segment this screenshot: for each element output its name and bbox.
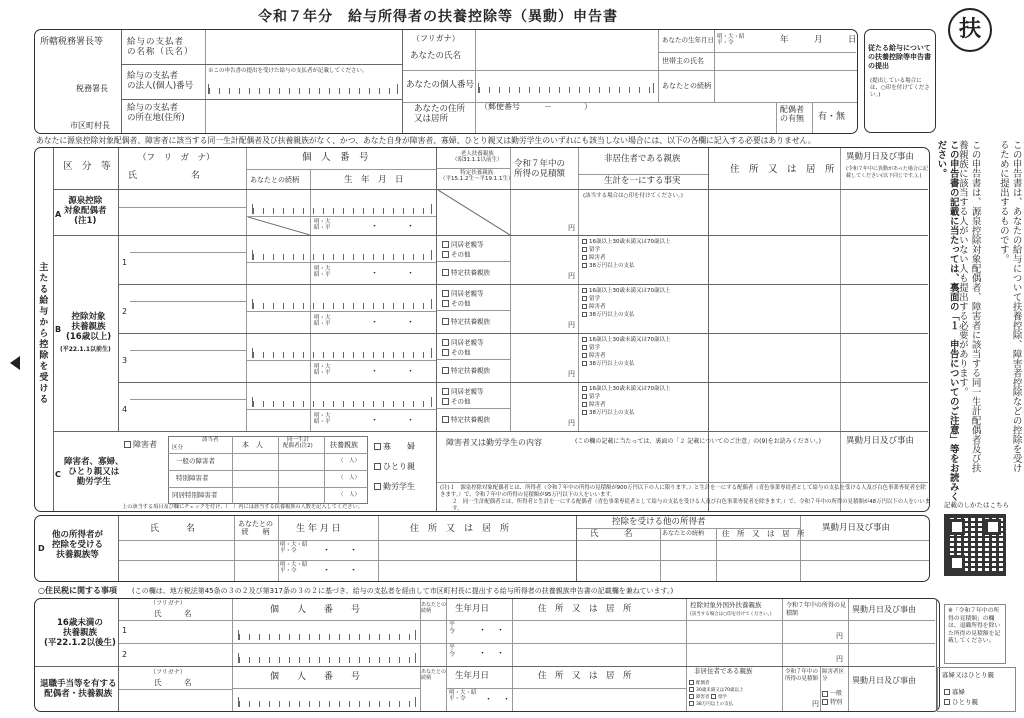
notice-text: あなたに源泉控除対象配偶者、障害者に該当する同一生計配偶者及び扶養親族がなく、かつ、あなた自身が障害者、寡婦、ひとり親又は勤労学生のいずれにも該当しない場合には、以下の各欄に記入する必要はありません。 bbox=[36, 136, 816, 145]
rt-dis-general-label: 一般 bbox=[830, 690, 843, 697]
rt-check-payment[interactable] bbox=[689, 701, 782, 708]
nonres-check-label: 16歳以上30歳未満又は70歳以上 bbox=[589, 337, 671, 343]
postal-code-label: （郵便番号 － ） bbox=[480, 102, 592, 111]
d-row1-era[interactable]: 明・大・昭 平・令 bbox=[280, 542, 308, 555]
r-col-foreign-note: (該当する場合は○印を付けてください。) bbox=[690, 612, 772, 617]
c-widow-label: 寡 婦 bbox=[383, 442, 415, 451]
col-change-note: (令和７年中に異動があった場合に記載してください(以下同じです。)。) bbox=[846, 166, 928, 179]
rt-check-payment-label: 38万円以上の支払 bbox=[696, 702, 734, 708]
relation-field[interactable] bbox=[716, 72, 856, 101]
checkbox[interactable] bbox=[442, 416, 449, 423]
dep-nonres-check-0[interactable] bbox=[582, 337, 671, 343]
spouse-number-field[interactable] bbox=[252, 204, 432, 214]
spouse-income-unit: 円 bbox=[568, 224, 575, 232]
dep-income-unit: 円 bbox=[568, 321, 575, 329]
checkbox[interactable] bbox=[582, 345, 587, 350]
rt-col-furigana: （フリガナ） bbox=[150, 669, 186, 676]
dep-relation-field[interactable] bbox=[248, 361, 310, 381]
rt-col-change: 異動月日及び事由 bbox=[852, 676, 916, 685]
dep-check-label: 特定扶養親族 bbox=[451, 317, 490, 326]
rt-col-address: 住 所 又 は 居 所 bbox=[538, 671, 632, 681]
col-nonresident-note: (該当する場合は○印を付けてください。) bbox=[583, 193, 683, 199]
c-student[interactable] bbox=[374, 482, 415, 491]
dep-nonres-check-2[interactable] bbox=[582, 255, 606, 261]
dep-check-1[interactable] bbox=[442, 251, 471, 259]
rt-col-name: 氏 名 bbox=[154, 678, 192, 687]
checkbox[interactable] bbox=[582, 361, 587, 366]
d-sub-name: 氏 名 bbox=[590, 529, 633, 539]
dep-check-label: 同居老親等 bbox=[451, 240, 484, 249]
c-single-parent[interactable] bbox=[374, 462, 415, 471]
r-col-number: 個 人 番 号 bbox=[270, 605, 361, 615]
col-furigana: （フ リ ガ ナ） bbox=[138, 153, 215, 163]
col-address: 住 所 又 は 居 所 bbox=[730, 164, 835, 175]
dep-check-label: 同居老親等 bbox=[451, 289, 484, 298]
dep-check-label: その他 bbox=[451, 348, 471, 357]
spouse-birth-era[interactable]: 明・大 昭・平 bbox=[314, 219, 331, 232]
r-row1-era[interactable]: 平 令 bbox=[449, 621, 456, 635]
nonres-check-label: 38万円以上の支払 bbox=[589, 410, 635, 416]
checkbox[interactable] bbox=[582, 402, 587, 407]
col-change: 異動月日及び事由 bbox=[846, 152, 915, 162]
c-note-2: ２ 同一生計配偶者とは、所得者と生計を一にする配偶者（青色事業専従者として給与の支払を受ける人及び白色事業専従者を除きます。）で、令和７年中の所得の見積額が48万円以下の人をいいます。 bbox=[452, 499, 930, 512]
r-col-income: 令和７年中の所得の見積額 bbox=[786, 602, 847, 617]
qr-caption: 記載のしかたはこちら bbox=[944, 501, 1009, 509]
dep-nonres-check-3[interactable] bbox=[582, 312, 635, 318]
c-head-kubun: 区分 bbox=[172, 445, 184, 451]
c-change-label: 異動月日及び事由 bbox=[846, 436, 915, 446]
d-col-birth: 生 年 月 日 bbox=[296, 524, 341, 534]
section-a-label: 源泉控除 対象配偶者 (注1) bbox=[64, 196, 107, 226]
dep-check-1[interactable] bbox=[442, 349, 471, 357]
dep-check-label: 特定扶養親族 bbox=[451, 415, 490, 424]
checkbox[interactable] bbox=[442, 251, 449, 258]
payer-number-note: ※この申告書の提出を受けた給与の支払者が記載してください。 bbox=[208, 68, 368, 74]
nonres-check-label: 留学 bbox=[589, 345, 601, 351]
rt-col-disabled: 障害者区分 bbox=[822, 669, 845, 683]
c-footer-note: 上の該当する項目及び欄にチェックを付け、（ ）内には該当する扶養親族の人数を記入してください。 bbox=[122, 504, 363, 510]
dep-birth-era[interactable]: 明・大 昭・平 bbox=[314, 315, 331, 328]
c-disabled-check[interactable] bbox=[124, 440, 157, 449]
dep-change-field[interactable] bbox=[842, 383, 928, 431]
r-row1-yen: 円 bbox=[836, 632, 843, 640]
dep-change-field[interactable] bbox=[842, 334, 928, 382]
dep-nonres-check-3[interactable] bbox=[582, 361, 635, 367]
side-note: 従たる給与についての扶養控除等申告書の提出 bbox=[868, 44, 931, 71]
d-sub-relation: あなたとの続柄 bbox=[662, 530, 705, 537]
section-vertical-label: 主たる給与から控除を受ける bbox=[37, 262, 48, 405]
dep-nonres-check-0[interactable] bbox=[582, 386, 671, 392]
checkbox[interactable] bbox=[582, 304, 587, 309]
rt-check-disabled[interactable] bbox=[689, 694, 782, 701]
rt-col-relation: あなたとの続柄 bbox=[421, 669, 447, 681]
dep-check-label: 特定扶養親族 bbox=[451, 366, 490, 375]
c-disabled-label: 障害者 bbox=[133, 440, 157, 449]
dep-check-label: 同居老親等 bbox=[451, 338, 484, 347]
col-category: 区 分 等 bbox=[63, 161, 111, 172]
c-student-label: 勤労学生 bbox=[383, 482, 415, 491]
dep-income-unit: 円 bbox=[568, 419, 575, 427]
rt-yen: 円 bbox=[812, 700, 819, 708]
birth-year-unit: 年 bbox=[780, 35, 789, 45]
spouse-options[interactable]: 有・無 bbox=[818, 112, 846, 122]
right-note-1: この申告書は、あなたの給与について扶養控除、障害者控除などの控除を受けるために提出するものです。 bbox=[997, 140, 1022, 473]
d-row2-era[interactable]: 明・大・昭 平・令 bbox=[280, 562, 308, 575]
tax-office-suffix: 税務署長 bbox=[76, 84, 108, 93]
left-arrow-icon[interactable] bbox=[10, 356, 20, 370]
your-number-field[interactable] bbox=[478, 83, 654, 93]
dep-check-label: その他 bbox=[451, 250, 471, 259]
checkbox[interactable] bbox=[582, 263, 587, 268]
c-unit-3[interactable]: （ 人） bbox=[338, 492, 361, 498]
checkbox[interactable] bbox=[442, 290, 449, 297]
spouse-change-field[interactable] bbox=[842, 190, 928, 234]
d-col-name: 氏 名 bbox=[150, 524, 196, 534]
checkbox[interactable] bbox=[582, 394, 587, 399]
rt-checks bbox=[689, 680, 782, 708]
tax-office-field[interactable] bbox=[36, 50, 120, 80]
col-personal-number: 個 人 番 号 bbox=[302, 152, 369, 163]
resident-heading: ○住民税に関する事項 bbox=[38, 586, 117, 595]
rt-dis-general[interactable] bbox=[822, 690, 842, 699]
r-col-relation: あなたとの続柄 bbox=[421, 602, 447, 614]
checkbox[interactable] bbox=[582, 312, 587, 317]
checkbox[interactable] bbox=[442, 269, 449, 276]
checkbox[interactable] bbox=[442, 339, 449, 346]
d-sub-address: 住 所 又 は 居 所 bbox=[722, 529, 805, 538]
nonres-check-label: 留学 bbox=[589, 394, 601, 400]
dep-nonres-check-3[interactable] bbox=[582, 410, 635, 416]
dep-row-number: 2 bbox=[122, 307, 128, 316]
d-col-relation: あなたとの 続 柄 bbox=[238, 520, 273, 537]
dep-income-unit: 円 bbox=[568, 370, 575, 378]
relation-label: あなたとの続柄 bbox=[662, 82, 711, 90]
single-parent-checkbox[interactable] bbox=[374, 463, 381, 470]
your-name-field[interactable] bbox=[477, 31, 657, 69]
col-same-living: 生計を一にする事実 bbox=[604, 176, 681, 186]
r-col-change: 異動月日及び事由 bbox=[852, 605, 916, 614]
retire-label: 退職手当等を有する 配偶者・扶養親族 bbox=[40, 679, 117, 699]
rt-col-birth: 生年月日 bbox=[455, 671, 490, 681]
col-elderly: 老人扶養親族 （昭31.1.1以前生） bbox=[452, 151, 503, 164]
dep-check-1[interactable] bbox=[442, 398, 471, 406]
r-col-foreign: 控除対象外国外扶養親族 bbox=[690, 601, 762, 609]
checkbox[interactable] bbox=[582, 353, 587, 358]
c-head-target: 該当者 bbox=[202, 437, 219, 443]
side-note-sub: (提出している場合には、○印を付けてください。) bbox=[870, 78, 930, 99]
dep-row-number: 4 bbox=[122, 405, 128, 414]
d-col-change: 異動月日及び事由 bbox=[822, 523, 891, 533]
dep-nonres-check-2[interactable] bbox=[582, 304, 606, 310]
rt-col-number: 個 人 番 号 bbox=[270, 672, 361, 682]
checkbox[interactable] bbox=[582, 247, 587, 252]
resident-heading-note: (この欄は、地方税法第45条の３の２及び第317条の３の２に基づき、給与の支払者を経由して市区町村長に提出する給与所得者の扶養親族申告書の記載欄を兼ねています。) bbox=[132, 587, 674, 595]
nonres-check-label: 38万円以上の支払 bbox=[589, 312, 635, 318]
dep-check-label: 同居老親等 bbox=[451, 387, 484, 396]
rt-col-nonresident: 非居住者である親族 bbox=[694, 667, 753, 675]
nonres-check-label: 障害者 bbox=[589, 402, 606, 408]
dep-row-number: 3 bbox=[122, 356, 128, 365]
qr-code-icon[interactable] bbox=[944, 514, 1006, 576]
section-c-label: 障害者、寡婦、 ひとり親又は 勤労学生 bbox=[64, 457, 124, 487]
dep-nonres-check-3[interactable] bbox=[582, 263, 635, 269]
dep-nonres-check-1[interactable] bbox=[582, 247, 600, 253]
checkbox[interactable] bbox=[442, 388, 449, 395]
rt-dis-special[interactable] bbox=[822, 699, 842, 708]
dep-check-label: その他 bbox=[451, 397, 471, 406]
checkbox[interactable] bbox=[582, 296, 587, 301]
dep-number-field[interactable] bbox=[252, 397, 432, 407]
dep-check-1[interactable] bbox=[442, 300, 471, 308]
c-detail-field[interactable] bbox=[438, 450, 838, 478]
dep-birth-era[interactable]: 明・大 昭・平 bbox=[314, 364, 331, 377]
right-note-2: この申告書は、源泉控除対象配偶者、障害者に該当する同一生計配偶者及び扶養親族に該当する人がいない人も提出する必要があります。 bbox=[956, 140, 981, 473]
nonres-check-label: 38万円以上の支払 bbox=[589, 263, 635, 269]
badge-text: 扶 bbox=[958, 17, 981, 42]
dep-nonres-check-0[interactable] bbox=[582, 288, 671, 294]
checkbox[interactable] bbox=[442, 241, 449, 248]
widow-checkbox[interactable] bbox=[374, 443, 381, 450]
nonres-check-label: 障害者 bbox=[589, 255, 606, 261]
birth-era-options[interactable]: 明・大・昭 平・令 bbox=[717, 34, 745, 47]
nonres-check-label: 障害者 bbox=[589, 353, 606, 359]
dep-address-field[interactable] bbox=[710, 334, 838, 382]
r-col-name: 氏 名 bbox=[154, 609, 192, 618]
furigana-label: （フリガナ） bbox=[412, 34, 460, 43]
dep-name-field[interactable] bbox=[131, 253, 245, 283]
c-widow[interactable] bbox=[374, 442, 415, 451]
payer-address-field[interactable] bbox=[207, 101, 401, 132]
dep-relation-field[interactable] bbox=[248, 312, 310, 332]
householder-field[interactable] bbox=[716, 54, 856, 70]
nonres-check-label: 38万円以上の支払 bbox=[589, 361, 635, 367]
dep-relation-field[interactable] bbox=[248, 410, 310, 430]
rt-col-income: 令和７年中の所得の見積額 bbox=[785, 669, 819, 683]
dep-check-2[interactable] bbox=[442, 367, 490, 375]
r-row2-yen: 円 bbox=[836, 655, 843, 663]
page-title: 令和７年分 給与所得者の扶養控除等（異動）申告書 bbox=[258, 9, 618, 25]
city-mayor-label: 市区町村長 bbox=[70, 121, 110, 130]
c-detail-label: 障害者又は勤労学生の内容 bbox=[446, 438, 542, 447]
your-name-label: あなたの氏名 bbox=[410, 51, 462, 61]
c-single-parent-label: ひとり親 bbox=[383, 462, 415, 471]
checkbox[interactable] bbox=[442, 367, 449, 374]
under16-label: 16歳未満の 扶養親族 (平22.1.2以後生) bbox=[44, 618, 116, 648]
birthdate-label: あなたの生年月日 bbox=[662, 36, 714, 44]
rt-dis-opts bbox=[822, 690, 842, 707]
dep-check-2[interactable] bbox=[442, 318, 490, 326]
rt-check-disabled-label: 障害者 bbox=[696, 695, 710, 701]
dep-nonres-check-1[interactable] bbox=[582, 296, 600, 302]
your-address-field[interactable] bbox=[477, 114, 775, 132]
checkbox[interactable] bbox=[582, 255, 587, 260]
checkbox[interactable] bbox=[582, 410, 587, 415]
dep-check-label: 特定扶養親族 bbox=[451, 268, 490, 277]
dep-check-0[interactable] bbox=[442, 241, 484, 249]
dep-income-unit: 円 bbox=[568, 272, 575, 280]
r-col-furigana: （フリガナ） bbox=[150, 600, 186, 607]
col-specific: 特定扶養親族 （平15.1.2生～平19.1.1生） bbox=[440, 170, 514, 183]
spouse-label: 配偶者 の有無 bbox=[780, 105, 804, 124]
r-col-address: 住 所 又 は 居 所 bbox=[538, 604, 632, 614]
dep-birth-era[interactable]: 明・大 昭・平 bbox=[314, 413, 331, 426]
payer-address-label: 給与の支払者 の所在地(住所) bbox=[127, 103, 185, 123]
c-note-1: (注)１ 源泉控除対象配偶者とは、所得者（令和７年中の所得の見積額が900万円以下の人に限ります。）と生計を一にする配偶者（青色事業専従者として給与の支払を受ける人及び白色事業専従者を除きます。）で、令和７年中の所得の見積額が95万円以下の人をいいます。 bbox=[440, 485, 926, 498]
dep-name-field[interactable] bbox=[131, 351, 245, 381]
nonres-check-label: 16歳以上30歳未満又は70歳以上 bbox=[589, 386, 671, 392]
birth-month-unit: 月 bbox=[814, 35, 823, 45]
r-row2-era[interactable]: 平 令 bbox=[449, 644, 456, 658]
spouse-address-field[interactable] bbox=[710, 190, 838, 234]
dep-change-field[interactable] bbox=[842, 236, 928, 284]
payer-number-label: 給与の支払者 の法人(個人)番号 bbox=[127, 71, 194, 91]
nonres-check-label: 障害者 bbox=[589, 304, 606, 310]
nonres-check-label: 16歳以上30歳未満又は70歳以上 bbox=[589, 288, 671, 294]
checkbox[interactable] bbox=[582, 239, 587, 244]
c-detail-note: (この欄の記載に当たっては、裏面の「２ 記載についてのご注意」の(9)をお読みください。) bbox=[575, 438, 821, 445]
dep-relation-field[interactable] bbox=[248, 263, 310, 283]
resident-side-note: ※「令和７年中の所得の見積額」の欄は、退職所得を除いた所得の見積額を記載してください。 bbox=[944, 604, 1006, 664]
dep-check-2[interactable] bbox=[442, 416, 490, 424]
dep-birth-era[interactable]: 明・大 昭・平 bbox=[314, 266, 331, 279]
section-a-letter: A bbox=[55, 210, 62, 219]
checkbox[interactable] bbox=[582, 288, 587, 293]
rt-check-spouse-label: 配偶者 bbox=[696, 681, 710, 686]
rt-col-widow: 寡婦又はひとり親 bbox=[942, 671, 994, 679]
r-row1-number-field[interactable] bbox=[238, 630, 416, 640]
c-unit-1[interactable]: （ 人） bbox=[338, 458, 361, 464]
your-number-label: あなたの個人番号 bbox=[406, 80, 475, 90]
nonres-check-label: 16歳以上30歳未満又は70歳以上 bbox=[589, 239, 671, 245]
dep-number-field[interactable] bbox=[252, 299, 432, 309]
payer-number-field[interactable] bbox=[208, 84, 398, 94]
c-row-general: 一般の障害者 bbox=[176, 457, 215, 465]
r-row2-num: 2 bbox=[122, 650, 128, 659]
birth-day-unit: 日 bbox=[848, 35, 857, 45]
col-birth: 生 年 月 日 bbox=[344, 175, 404, 185]
c-row-cohabit: 同居特別障害者 bbox=[172, 491, 218, 499]
rt-number-field[interactable] bbox=[238, 697, 416, 707]
rt-widow-label: 寡婦 bbox=[952, 688, 965, 696]
form-badge bbox=[948, 8, 992, 52]
checkbox[interactable] bbox=[582, 386, 587, 391]
nonres-check-label: 留学 bbox=[589, 247, 601, 253]
dep-change-field[interactable] bbox=[842, 285, 928, 333]
dep-check-0[interactable] bbox=[442, 339, 484, 347]
dep-nonres-check-0[interactable] bbox=[582, 239, 671, 245]
rt-single-parent-label: ひとり親 bbox=[952, 697, 978, 706]
checkbox[interactable] bbox=[442, 398, 449, 405]
dep-nonres-check-2[interactable] bbox=[582, 353, 606, 359]
dep-address-field[interactable] bbox=[710, 383, 838, 431]
right-note-3: この申告書の記載に当たっては、裏面の「１ 申告についてのご注意」等をお読みください。 bbox=[935, 140, 959, 501]
dep-check-0[interactable] bbox=[442, 290, 484, 298]
dep-nonres-check-1[interactable] bbox=[582, 345, 600, 351]
d-col-address: 住 所 又 は 居 所 bbox=[410, 524, 510, 534]
your-address-label: あなたの住所 又は居所 bbox=[414, 104, 466, 124]
col-relation: あなたとの続柄 bbox=[250, 176, 299, 184]
householder-label: 世帯主の氏名 bbox=[662, 57, 704, 65]
spouse-name-field[interactable] bbox=[120, 208, 245, 234]
section-d-label: 他の所得者が 控除を受ける 扶養親族等 bbox=[52, 530, 104, 560]
payer-name-field[interactable] bbox=[207, 31, 401, 63]
dep-name-field[interactable] bbox=[131, 400, 245, 430]
section-b-sub: (平22.1.1以前生) bbox=[60, 346, 111, 353]
r-row1-num: 1 bbox=[122, 626, 128, 635]
checkbox[interactable] bbox=[582, 337, 587, 342]
c-unit-2[interactable]: （ 人） bbox=[338, 475, 361, 481]
section-c-letter: C bbox=[55, 470, 61, 479]
c-head-spouse: 同一生計 配偶者(注2) bbox=[283, 437, 313, 450]
dep-nonres-check-2[interactable] bbox=[582, 402, 606, 408]
rt-check-age[interactable] bbox=[689, 687, 782, 694]
rt-check-age-label: 30歳未満又は70歳以上 bbox=[696, 688, 744, 694]
dep-nonres-check-1[interactable] bbox=[582, 394, 600, 400]
r-row2-number-field[interactable] bbox=[238, 653, 416, 663]
dep-address-field[interactable] bbox=[710, 285, 838, 333]
student-checkbox[interactable] bbox=[374, 483, 381, 490]
c-row-special: 特別障害者 bbox=[176, 474, 209, 482]
col-nonresident: 非居住者である親族 bbox=[604, 154, 681, 164]
rt-dis-special-label: 特別 bbox=[830, 698, 843, 706]
checkbox[interactable] bbox=[442, 318, 449, 325]
dep-row-number: 1 bbox=[122, 258, 128, 267]
section-d-letter: D bbox=[38, 544, 45, 553]
tax-office-label: 所轄税務署長等 bbox=[40, 37, 104, 47]
section-b-letter: B bbox=[55, 325, 62, 334]
col-name: 氏 名 bbox=[128, 171, 201, 181]
dep-check-label: その他 bbox=[451, 299, 471, 308]
rt-era[interactable]: 明・大・昭 平・令 bbox=[449, 690, 477, 703]
disabled-checkbox[interactable] bbox=[124, 441, 131, 448]
rt-check-spouse[interactable] bbox=[689, 680, 782, 687]
checkbox[interactable] bbox=[442, 349, 449, 356]
r-col-birth: 生年月日 bbox=[455, 604, 490, 614]
dep-check-2[interactable] bbox=[442, 269, 490, 277]
d-col-other: 控除を受ける他の所得者 bbox=[612, 517, 706, 527]
payer-name-label: 給与の支払者 の名称（氏名） bbox=[127, 37, 194, 57]
section-b-label: 控除対象 扶養親族 (16歳以上) bbox=[66, 312, 112, 342]
c-head-dependents: 扶養親族 bbox=[330, 441, 358, 449]
col-income: 令和７年中の 所得の見積額 bbox=[514, 159, 566, 179]
dep-address-field[interactable] bbox=[710, 236, 838, 284]
nonres-check-label: 留学 bbox=[589, 296, 601, 302]
c-head-self: 本 人 bbox=[242, 441, 263, 449]
dep-number-field[interactable] bbox=[252, 348, 432, 358]
checkbox[interactable] bbox=[442, 300, 449, 307]
dep-check-0[interactable] bbox=[442, 388, 484, 396]
dep-number-field[interactable] bbox=[252, 250, 432, 260]
dep-name-field[interactable] bbox=[131, 302, 245, 332]
rt-check-study-label: 留学 bbox=[717, 695, 727, 701]
